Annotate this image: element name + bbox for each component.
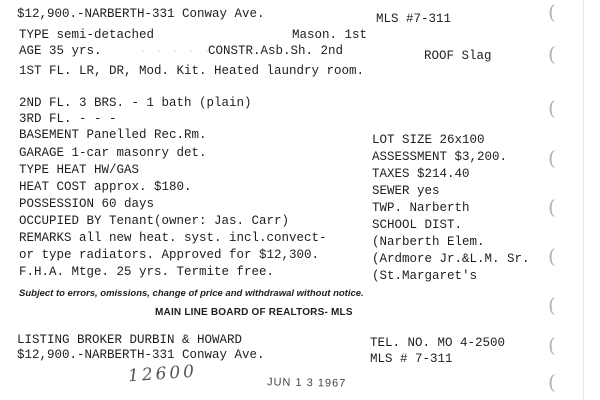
edge-mark: ( (548, 244, 556, 268)
card-edge (583, 0, 584, 400)
broker-telephone: TEL. NO. MO 4-2500 (370, 336, 506, 350)
second-floor: 2ND FL. 3 BRS. - 1 bath (plain) (19, 96, 252, 110)
edge-mark: ( (548, 146, 556, 170)
taxes: TAXES $214.40 (372, 167, 470, 181)
edge-mark: ( (548, 370, 556, 394)
edge-mark: ( (548, 42, 556, 66)
handwritten-number: 12600 (127, 361, 198, 387)
faint-smudge: . . . . . (140, 45, 213, 56)
township: TWP. Narberth (372, 201, 470, 215)
edge-mark: ( (548, 293, 556, 317)
mason-floor: Mason. 1st (292, 28, 368, 42)
basement: BASEMENT Panelled Rec.Rm. (19, 128, 207, 142)
possession: POSSESSION 60 days (19, 197, 155, 211)
disclaimer: Subject to errors, omissions, change of price and withdrawal without notice. (19, 288, 364, 299)
broker-mls: MLS # 7-311 (370, 352, 453, 366)
school-district: SCHOOL DIST. (372, 218, 463, 232)
property-age: AGE 35 yrs. (19, 44, 102, 58)
school-parochial: (St.Margaret's (372, 269, 478, 283)
date-stamp: JUN 1 3 1967 (266, 376, 347, 390)
remarks-line-2: or type radiators. Approved for $12,300. (19, 248, 320, 262)
header-mls: MLS #7-311 (376, 12, 452, 26)
edge-mark: ( (548, 96, 556, 120)
first-floor: 1ST FL. LR, DR, Mod. Kit. Heated laundry room. (19, 64, 365, 78)
edge-mark: ( (548, 333, 556, 357)
third-floor: 3RD FL. - - - (19, 112, 117, 126)
remarks-line-3: F.H.A. Mtge. 25 yrs. Termite free. (19, 265, 275, 279)
roof: ROOF Slag (424, 49, 492, 63)
edge-mark: ( (548, 0, 556, 24)
header-address: $12,900.-NARBERTH-331 Conway Ave. (17, 7, 265, 21)
board-name: MAIN LINE BOARD OF REALTORS- MLS (155, 307, 353, 318)
broker-address: $12,900.-NARBERTH-331 Conway Ave. (17, 348, 265, 362)
property-type: TYPE semi-detached (19, 28, 155, 42)
listing-broker: LISTING BROKER DURBIN & HOWARD (17, 333, 243, 347)
construction: CONSTR.Asb.Sh. 2nd (208, 44, 344, 58)
lot-size: LOT SIZE 26x100 (372, 133, 485, 147)
remarks-line-1: REMARKS all new heat. syst. incl.convect- (19, 231, 327, 245)
type-heat: TYPE HEAT HW/GAS (19, 163, 140, 177)
occupied-by: OCCUPIED BY Tenant(owner: Jas. Carr) (19, 214, 290, 228)
assessment: ASSESSMENT $3,200. (372, 150, 508, 164)
heat-cost: HEAT COST approx. $180. (19, 180, 192, 194)
sewer: SEWER yes (372, 184, 440, 198)
garage: GARAGE 1-car masonry det. (19, 146, 207, 160)
school-elementary: (Narberth Elem. (372, 235, 485, 249)
school-junior-senior: (Ardmore Jr.&L.M. Sr. (372, 252, 530, 266)
edge-mark: ( (548, 195, 556, 219)
